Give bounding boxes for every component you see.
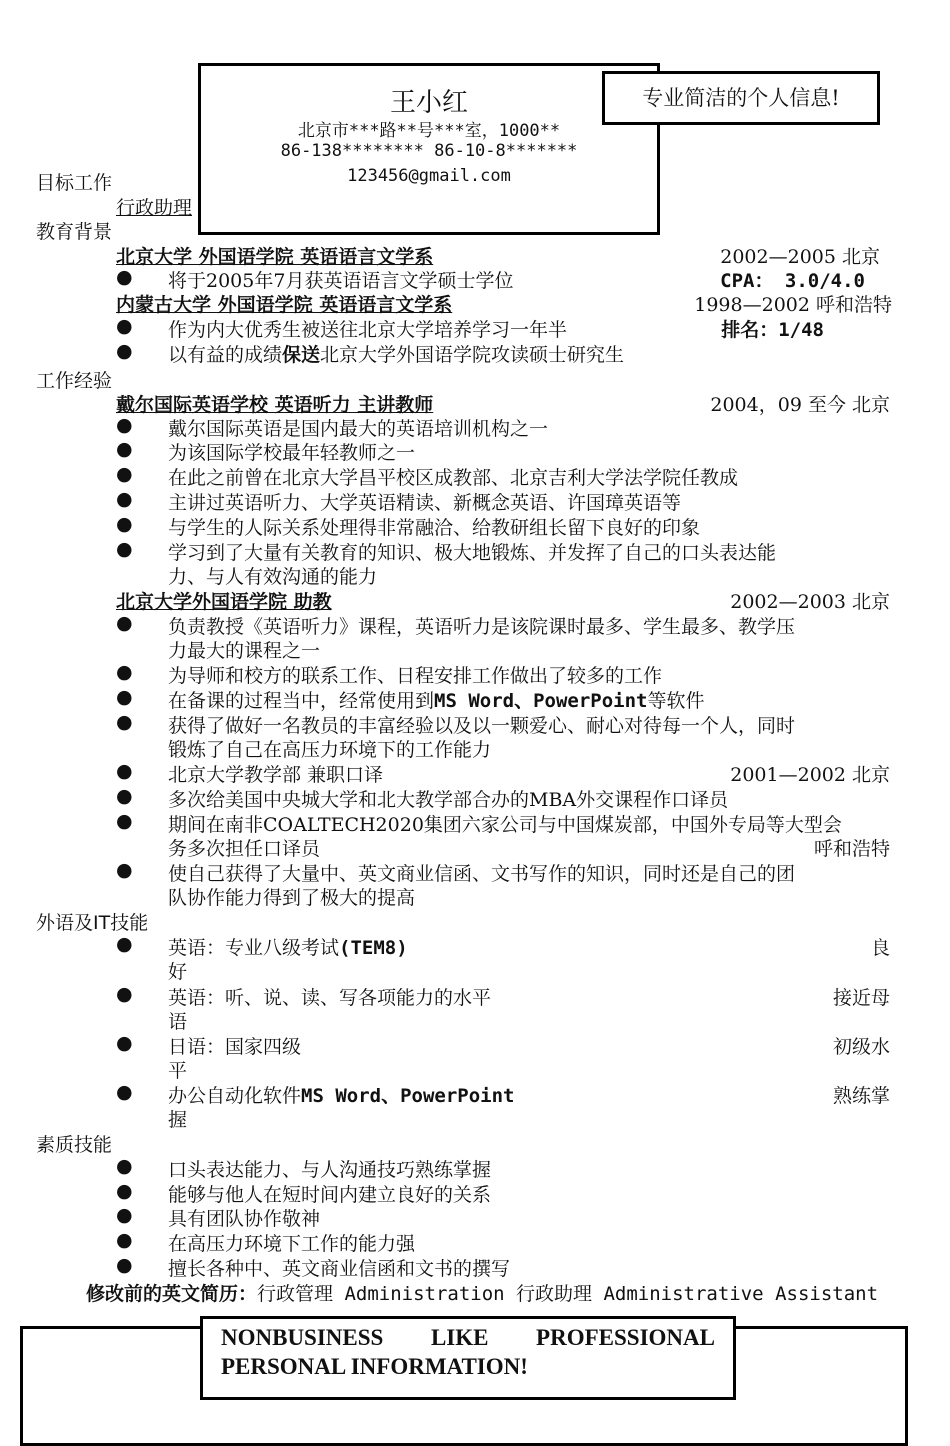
skill-text: 办公自动化软件 (168, 1085, 302, 1107)
bullet-text: 在备课的过程当中，经常使用到 (168, 690, 435, 712)
list-item (116, 983, 890, 1031)
bullet-icon: ● (116, 810, 133, 832)
bullet-text: 负责教授《英语听力》课程，英语听力是该院课时最多、学生最多、教学压 (168, 616, 796, 638)
bullet-text: 为该国际学校最年轻教师之一 (168, 442, 416, 464)
date-place: 1998—2002 呼和浩特 (694, 294, 892, 316)
bullet-text: 能够与他人在短时间内建立良好的关系 (168, 1184, 492, 1206)
bullet-icon: ● (116, 933, 133, 955)
gpa: CPA： 3.0/4.0 (720, 270, 865, 292)
bullet-text: 北京大学外国语学院攻读硕士研究生 (320, 344, 625, 366)
callout-box: NONBUSINESS LIKE PROFESSIONAL PERSONAL INFORMATION! (200, 1316, 736, 1400)
bullet-text-cont: 务多次担任口译员 (168, 838, 321, 860)
school-name: 内蒙古大学 外国语学院 英语语言文学系 (116, 294, 453, 316)
date-place: 2002—2005 北京 (720, 246, 880, 268)
list-item (116, 1155, 890, 1179)
skill-text: 英语：专业八级考试 (168, 937, 340, 959)
header-box (198, 63, 660, 235)
address: 北京市***路**号***室，1000** (297, 121, 561, 141)
rank: 排名：1/48 (721, 319, 824, 341)
bullet-text: 获得了做好一名教员的丰富经验以及以一颗爱心、耐心对待每一个人，同时 (168, 715, 796, 737)
bullet-text: 多次给美国中央城大学和北大教学部合办的MBA外交课程作口译员 (168, 789, 729, 811)
list-item (116, 266, 890, 290)
bullet-icon: ● (116, 859, 133, 881)
bullet-icon: ● (116, 414, 133, 436)
bullet-text: 期间在南非COALTECH2020集团六家公司与中国煤炭部，中国外专局等大型会 (168, 814, 842, 836)
list-item (116, 315, 890, 339)
bullet-text: 主讲过英语听力、大学英语精读、新概念英语、许国璋英语等 (168, 492, 682, 514)
bullet-text: 口头表达能力、与人沟通技巧熟练掌握 (168, 1159, 492, 1181)
bullet-icon: ● (116, 513, 133, 535)
skill-level: 熟练掌 (832, 1085, 890, 1107)
list-item (116, 612, 890, 660)
list-item (116, 686, 890, 710)
bullet-icon: ● (116, 315, 133, 337)
bullet-text-cont: 力、与人有效沟通的能力 (168, 566, 378, 588)
bullet-text: 作为内大优秀生被送往北京大学培养学习一年半 (168, 319, 568, 341)
list-item (116, 1032, 890, 1080)
english-resume-text: 行政管理 Administration 行政助理 Administrative Assistant (257, 1283, 879, 1305)
bullet-text: 擅长各种中、英文商业信函和文书的撰写 (168, 1258, 511, 1280)
bullet-text: 为导师和校方的联系工作、日程安排工作做出了较多的工作 (168, 665, 663, 687)
bullet-icon: ● (116, 1032, 133, 1054)
skill-level: 接近母 (832, 987, 890, 1009)
english-resume-label: 修改前的英文简历： (86, 1283, 258, 1305)
list-item (116, 438, 890, 462)
email: 123456@gmail.com (347, 166, 511, 186)
date-place: 2001—2002 北京 (730, 764, 890, 786)
bullet-icon: ● (116, 686, 133, 708)
annotation-note: 专业简洁的个人信息! (602, 71, 880, 125)
list-item (116, 661, 890, 685)
edu-entry-1 (116, 242, 890, 266)
phones: 86-138******** 86-10-8******* (280, 141, 578, 161)
place: 呼和浩特 (813, 838, 890, 860)
bullet-icon: ● (116, 983, 133, 1005)
date-place: 2004，09 至今 北京 (710, 394, 890, 416)
job-1-header (116, 390, 890, 414)
bullet-text-cont: 力最大的课程之一 (168, 640, 321, 662)
list-item (116, 414, 890, 438)
list-item (116, 933, 890, 981)
skill-text-software: MS Word、PowerPoint (301, 1085, 515, 1107)
english-resume-line (86, 1279, 878, 1306)
list-item (116, 513, 890, 537)
bullet-text: 将于2005年7月获英语语言文学硕士学位 (168, 270, 514, 292)
bullet-text: 在此之前曾在北京大学昌平校区成教部、北京吉利大学法学院任教成 (168, 467, 739, 489)
bullet-icon: ● (116, 340, 133, 362)
job-2-header (116, 587, 890, 611)
bullet-text: 学习到了大量有关教育的知识、极大地锻炼、并发挥了自己的口头表达能 (168, 542, 777, 564)
bullet-text: 与学生的人际关系处理得非常融洽、给教研组长留下良好的印象 (168, 517, 701, 539)
applicant-name: 王小红 (389, 88, 468, 118)
bullet-icon: ● (116, 661, 133, 683)
bullet-text: 北京大学教学部 兼职口译 (168, 764, 384, 786)
bullet-icon: ● (116, 760, 133, 782)
skill-level: 良 (870, 937, 890, 959)
qualities-title: 素质技能 (36, 1134, 113, 1156)
bullet-icon: ● (116, 1180, 133, 1202)
skill-text-code: (TEM8) (339, 937, 408, 959)
list-item (116, 538, 890, 586)
work-title: 工作经验 (36, 370, 113, 392)
bullet-icon: ● (116, 785, 133, 807)
education-title: 教育背景 (36, 221, 113, 243)
bullet-text-cont: 队协作能力得到了极大的提高 (168, 887, 416, 909)
bullet-text: 在高压力环境下工作的能力强 (168, 1233, 416, 1255)
bullet-icon: ● (116, 612, 133, 634)
date-place: 2002—2003 北京 (730, 591, 890, 613)
list-item (116, 859, 890, 907)
skills-title: 外语及IT技能 (36, 912, 149, 934)
bullet-text: 戴尔国际英语是国内最大的英语培训机构之一 (168, 418, 549, 440)
list-item (116, 1081, 890, 1129)
bullet-text-cont: 锻炼了自己在高压力环境下的工作能力 (168, 739, 492, 761)
list-item (116, 1229, 890, 1253)
skill-text: 日语：国家四级 (168, 1036, 302, 1058)
list-item (116, 488, 890, 512)
bullet-icon: ● (116, 488, 133, 510)
list-item (116, 760, 890, 784)
bullet-icon: ● (116, 711, 133, 733)
list-item (116, 785, 890, 809)
bullet-text: 等软件 (647, 690, 705, 712)
bullet-icon: ● (116, 1204, 133, 1226)
job-title: 戴尔国际英语学校 英语听力 主讲教师 (116, 394, 434, 416)
edu-entry-2 (116, 290, 890, 314)
job-title: 北京大学外国语学院 助教 (116, 591, 332, 613)
objective-title: 目标工作 (36, 172, 113, 194)
bullet-icon: ● (116, 1081, 133, 1103)
skill-text: 英语：听、说、读、写各项能力的水平 (168, 987, 492, 1009)
list-item (116, 810, 890, 858)
list-item (116, 340, 890, 364)
bullet-icon: ● (116, 1155, 133, 1177)
bullet-text-bold: 保送 (282, 344, 321, 366)
list-item (116, 1254, 890, 1278)
list-item (116, 1180, 890, 1204)
bullet-icon: ● (116, 1229, 133, 1251)
list-item (116, 1204, 890, 1228)
bullet-text-software: MS Word、PowerPoint (434, 690, 648, 712)
objective-value: 行政助理 (116, 197, 193, 219)
skill-level-cont: 平 (168, 1060, 188, 1082)
bullet-icon: ● (116, 438, 133, 460)
skill-level-cont: 好 (168, 961, 188, 983)
skill-level: 初级水 (832, 1036, 890, 1058)
bullet-icon: ● (116, 463, 133, 485)
bullet-text: 具有团队协作敬神 (168, 1208, 321, 1230)
skill-level-cont: 握 (168, 1109, 188, 1131)
bullet-icon: ● (116, 266, 133, 288)
bullet-icon: ● (116, 1254, 133, 1276)
bullet-icon: ● (116, 538, 133, 560)
skill-level-cont: 语 (168, 1011, 188, 1033)
school-name: 北京大学 外国语学院 英语语言文学系 (116, 246, 434, 268)
list-item (116, 463, 890, 487)
list-item (116, 711, 890, 759)
bullet-text: 使自己获得了大量中、英文商业信函、文书写作的知识，同时还是自己的团 (168, 863, 796, 885)
bullet-text: 以有益的成绩 (168, 344, 283, 366)
